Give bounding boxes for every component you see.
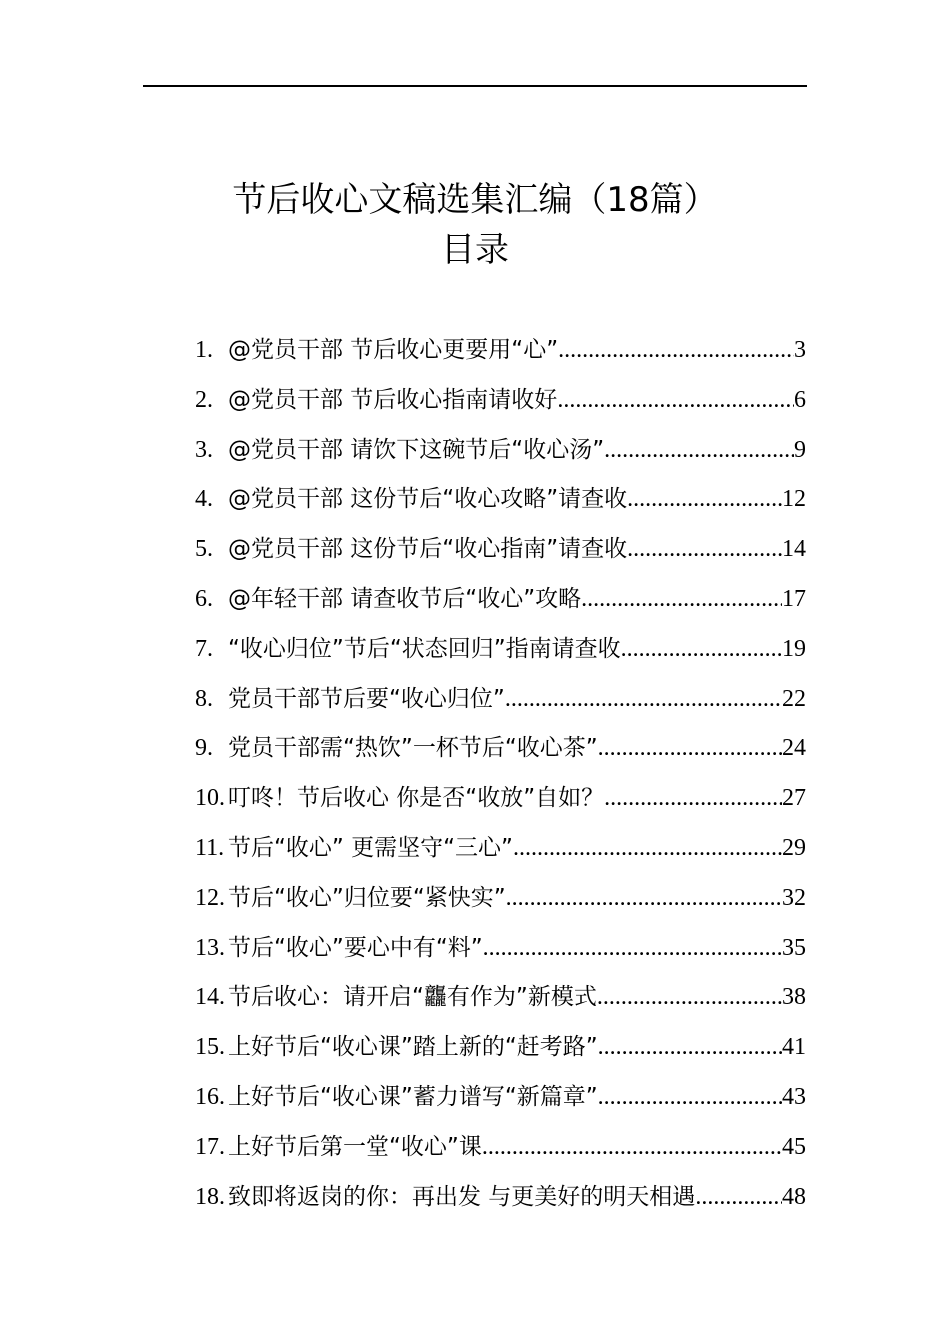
toc-entry-number: 12. (195, 884, 225, 911)
toc-entry-title: 上好节后“收心课”蓄力谱写“新篇章” (228, 1083, 598, 1110)
toc-dot-leader (482, 1127, 782, 1167)
toc-dot-leader (506, 878, 782, 918)
toc-entry-page: 17 (782, 585, 806, 612)
toc-entry[interactable] (195, 430, 806, 480)
toc-dot-leader (627, 479, 782, 519)
toc-entry[interactable] (195, 1127, 806, 1177)
toc-dot-leader (597, 977, 782, 1017)
toc-entry-number: 5. (195, 536, 213, 563)
toc-entry[interactable] (195, 1177, 806, 1227)
toc-entry-page: 3 (794, 337, 806, 363)
toc-dot-leader (505, 679, 782, 719)
toc-entry-title: @党员干部 这份节后“收心攻略”请查收 (228, 486, 628, 513)
toc-entry-title: 致即将返岗的你：再出发 与更美好的明天相遇 (228, 1183, 696, 1210)
toc-entry-page: 24 (782, 735, 806, 762)
toc-entry-title: 党员干部节后要“收心归位” (228, 685, 505, 712)
toc-entry-number: 3. (195, 436, 213, 463)
toc-entry-number: 11. (195, 834, 225, 861)
toc-entry[interactable] (195, 679, 806, 729)
table-of-contents (195, 330, 806, 1226)
toc-dot-leader (604, 430, 794, 470)
toc-entry-page: 32 (782, 884, 806, 911)
toc-entry-number: 7. (195, 635, 213, 662)
toc-entry-page: 38 (782, 984, 806, 1011)
toc-dot-leader (581, 579, 782, 619)
toc-entry[interactable] (195, 1077, 806, 1127)
toc-entry-page: 43 (782, 1083, 806, 1110)
toc-entry-page: 35 (782, 934, 806, 961)
toc-dot-leader (483, 928, 782, 968)
toc-entry-number: 6. (195, 585, 213, 612)
toc-entry-number: 13. (195, 934, 225, 961)
toc-entry[interactable] (195, 928, 806, 978)
toc-entry-page: 14 (782, 536, 806, 563)
toc-dot-leader (598, 1077, 782, 1117)
toc-entry-title: 党员干部需“热饮”一杯节后“收心茶” (228, 735, 598, 762)
toc-entry-title: 上好节后第一堂“收心”课 (228, 1133, 482, 1160)
toc-entry-title: @党员干部 节后收心指南请收好 (228, 386, 558, 413)
toc-entry[interactable] (195, 1027, 806, 1077)
toc-dot-leader (557, 380, 794, 420)
toc-entry-title: @党员干部 节后收心更要用“心” (228, 337, 559, 363)
toc-entry[interactable] (195, 977, 806, 1027)
toc-entry[interactable] (195, 778, 806, 828)
toc-entry-number: 2. (195, 386, 213, 413)
toc-entry-number: 14. (195, 984, 225, 1011)
toc-entry-title: 节后“收心”归位要“紧快实” (228, 884, 506, 911)
toc-entry-number: 9. (195, 735, 213, 762)
toc-dot-leader (598, 728, 782, 768)
toc-entry-page: 45 (782, 1133, 806, 1160)
toc-entry[interactable] (195, 380, 806, 430)
toc-entry-title: 叮咚！节后收心 你是否“收放”自如？ (228, 785, 605, 812)
toc-heading: 目录 (441, 230, 509, 270)
toc-entry-number: 1. (195, 337, 213, 363)
toc-entry-title: @党员干部 这份节后“收心指南”请查收 (228, 536, 628, 563)
toc-entry-number: 15. (195, 1034, 225, 1061)
document-title: 节后收心文稿选集汇编（18篇） (232, 180, 718, 220)
toc-dot-leader (627, 529, 782, 569)
toc-entry[interactable] (195, 330, 806, 380)
toc-entry-number: 16. (195, 1083, 225, 1110)
toc-dot-leader (558, 330, 794, 370)
toc-entry-page: 22 (782, 685, 806, 712)
toc-entry-title: 节后“收心” 更需坚守“三心” (228, 834, 513, 861)
toc-entry-page: 6 (794, 386, 806, 413)
toc-entry-title: 上好节后“收心课”踏上新的“赶考路” (228, 1034, 598, 1061)
toc-entry-page: 48 (782, 1183, 806, 1210)
toc-dot-leader (513, 828, 782, 868)
toc-entry[interactable] (195, 579, 806, 629)
toc-entry[interactable] (195, 479, 806, 529)
toc-entry-number: 17. (195, 1133, 225, 1160)
toc-entry-number: 4. (195, 486, 213, 513)
toc-entry-title: 节后“收心”要心中有“料” (228, 934, 483, 961)
toc-entry-number: 8. (195, 685, 213, 712)
toc-entry-page: 41 (782, 1034, 806, 1061)
header-rule (143, 85, 807, 87)
toc-entry-page: 19 (782, 635, 806, 662)
toc-entry-page: 29 (782, 834, 806, 861)
toc-entry-title: “收心归位”节后“状态回归”指南请查收 (228, 635, 621, 662)
toc-entry-title: 节后收心：请开启“龘有作为”新模式 (228, 984, 597, 1011)
toc-entry[interactable] (195, 878, 806, 928)
toc-dot-leader (621, 629, 782, 669)
toc-entry-page: 27 (782, 785, 806, 812)
toc-entry-number: 10. (195, 785, 225, 812)
toc-entry[interactable] (195, 629, 806, 679)
toc-entry-title: @年轻干部 请查收节后“收心”攻略 (228, 585, 582, 612)
toc-entry[interactable] (195, 529, 806, 579)
toc-dot-leader (695, 1177, 782, 1217)
toc-entry-page: 9 (794, 436, 806, 463)
toc-entry[interactable] (195, 828, 806, 878)
toc-entry-number: 18. (195, 1183, 225, 1210)
toc-entry-title: @党员干部 请饮下这碗节后“收心汤” (228, 436, 605, 463)
toc-entry[interactable] (195, 728, 806, 778)
toc-dot-leader (598, 1027, 782, 1067)
toc-entry-page: 12 (782, 486, 806, 513)
toc-dot-leader (604, 778, 782, 818)
